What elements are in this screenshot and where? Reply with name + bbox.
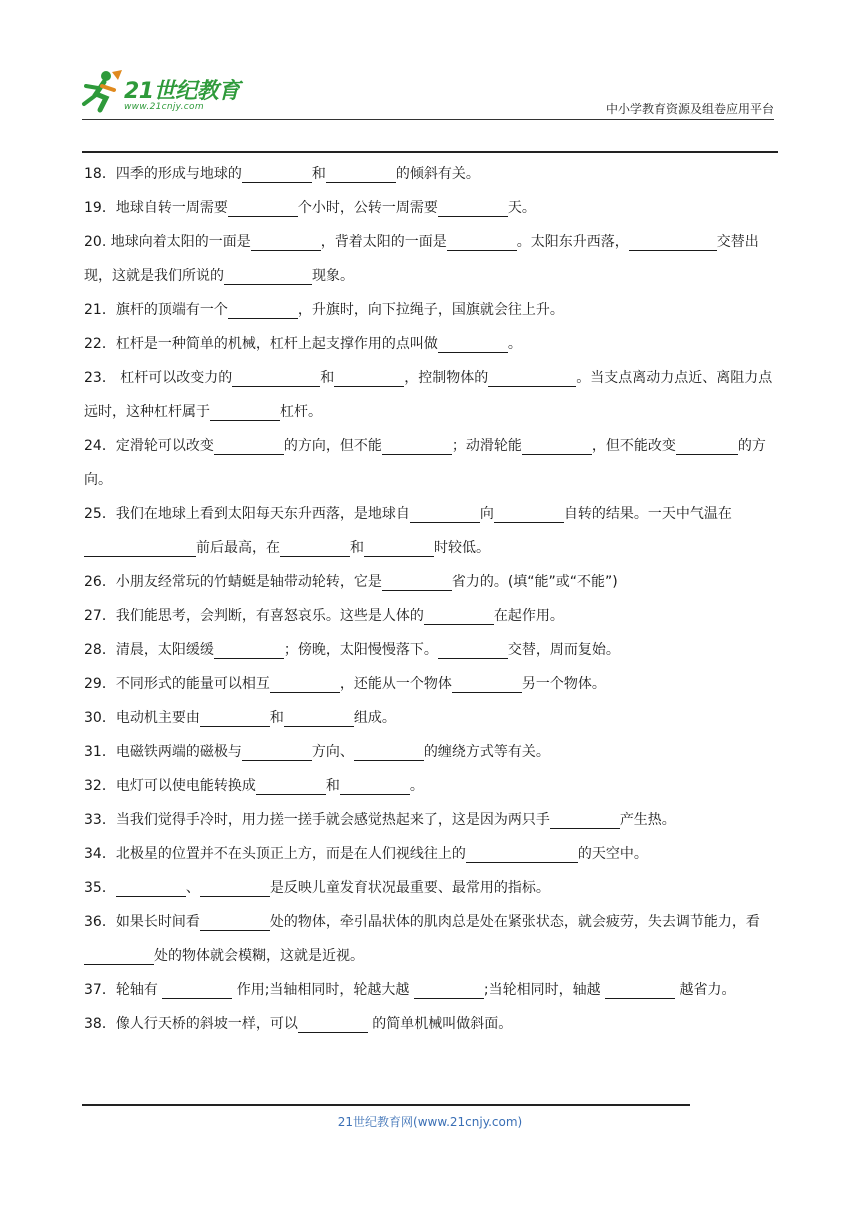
answer-blank[interactable]: [447, 232, 517, 251]
answer-blank[interactable]: [676, 436, 738, 455]
answer-blank[interactable]: [494, 504, 564, 523]
answer-blank[interactable]: [214, 640, 284, 659]
question-text: ；傍晚，太阳慢慢落下。: [283, 642, 438, 658]
question-text: ，还能从一个物体: [339, 676, 452, 692]
question-text: 24．定滑轮可以改变: [84, 438, 214, 454]
question-text: 。: [507, 336, 522, 352]
answer-blank[interactable]: [162, 980, 232, 999]
question-item: [84, 701, 780, 735]
question-text: 32．电灯可以使电能转换成: [84, 778, 256, 794]
question-text: 前后最高，在: [196, 540, 280, 556]
question-text: 产生热。: [619, 812, 676, 828]
question-text: 的缠绕方式等有关。: [423, 744, 550, 760]
question-text: 是反映儿童发育状况最重要、最常用的指标。: [269, 880, 550, 896]
question-text: 的方向。: [84, 438, 766, 488]
answer-blank[interactable]: [251, 232, 321, 251]
question-text: 的方向，但不能: [283, 438, 382, 454]
question-text: 和: [269, 710, 284, 726]
answer-blank[interactable]: [270, 674, 340, 693]
question-text: 的简单机械叫做斜面。: [367, 1016, 513, 1032]
question-text: ，控制物体的: [404, 370, 489, 386]
question-item: [84, 497, 780, 565]
answer-blank[interactable]: [382, 572, 452, 591]
question-item: [84, 225, 780, 293]
answer-blank[interactable]: [200, 878, 270, 897]
question-text: 34．北极星的位置并不在头顶正上方，而是在人们视线往上的: [84, 846, 466, 862]
question-item: [84, 361, 780, 429]
question-text: ，升旗时，向下拉绳子，国旗就会往上升。: [297, 302, 564, 318]
question-item: [84, 633, 780, 667]
question-text: ;当轮相同时，轴越: [483, 982, 606, 998]
question-text: 28．清晨，太阳缓缓: [84, 642, 214, 658]
question-item: [84, 565, 780, 599]
question-list: [84, 157, 780, 1041]
answer-blank[interactable]: [629, 232, 717, 251]
logo: [78, 68, 258, 118]
answer-blank[interactable]: [232, 368, 320, 387]
question-text: 的天空中。: [577, 846, 648, 862]
answer-blank[interactable]: [280, 538, 350, 557]
answer-blank[interactable]: [466, 844, 578, 863]
question-item: [84, 293, 780, 327]
question-text: 。: [409, 778, 424, 794]
question-text: 作用;当轴相同时，轮越大越: [232, 982, 414, 998]
question-item: [84, 735, 780, 769]
question-item: [84, 599, 780, 633]
question-text: 在起作用。: [493, 608, 564, 624]
question-text: 。当支点离动力点近、离阻力点远时，这种杠杆属于: [84, 370, 773, 420]
answer-blank[interactable]: [354, 742, 424, 761]
question-text: 、: [185, 880, 200, 896]
question-text: 36．如果长时间看: [84, 914, 200, 930]
answer-blank[interactable]: [410, 504, 480, 523]
answer-blank[interactable]: [550, 810, 620, 829]
answer-blank[interactable]: [228, 198, 298, 217]
question-text: 27．我们能思考，会判断，有喜怒哀乐。这些是人体的: [84, 608, 424, 624]
answer-blank[interactable]: [438, 334, 508, 353]
question-text: ，但不能改变: [591, 438, 676, 454]
question-text: 20. 地球向着太阳的一面是: [84, 234, 251, 250]
question-text: 时较低。: [434, 540, 490, 556]
question-item: [84, 191, 780, 225]
question-text: 22．杠杆是一种简单的机械，杠杆上起支撑作用的点叫做: [84, 336, 438, 352]
question-text: 向: [479, 506, 494, 522]
question-text: 天。: [507, 200, 536, 216]
question-text: 25．我们在地球上看到太阳每天东升西落，是地球自: [84, 506, 410, 522]
answer-blank[interactable]: [414, 980, 484, 999]
question-text: 37．轮轴有: [84, 982, 163, 998]
footer-divider: [82, 1104, 690, 1106]
answer-blank[interactable]: [438, 198, 508, 217]
answer-blank[interactable]: [228, 300, 298, 319]
question-item: [84, 429, 780, 497]
answer-blank[interactable]: [200, 912, 270, 931]
question-text: 方向、: [311, 744, 354, 760]
question-text: 18．四季的形成与地球的: [84, 166, 242, 182]
answer-blank[interactable]: [256, 776, 326, 795]
answer-blank[interactable]: [200, 708, 270, 727]
answer-blank[interactable]: [488, 368, 576, 387]
answer-blank[interactable]: [210, 402, 280, 421]
answer-blank[interactable]: [452, 674, 522, 693]
answer-blank[interactable]: [242, 164, 312, 183]
question-text: 30．电动机主要由: [84, 710, 200, 726]
question-text: 省力的。(填“能”或“不能”): [451, 574, 618, 590]
question-text: 19．地球自转一周需要: [84, 200, 228, 216]
question-text: 和: [320, 370, 335, 386]
header-divider-thin: [82, 119, 774, 120]
question-text: 29．不同形式的能量可以相互: [84, 676, 270, 692]
question-text: 23． 杠杆可以改变力的: [84, 370, 233, 386]
question-text: 38．像人行天桥的斜坡一样，可以: [84, 1016, 298, 1032]
question-item: [84, 871, 780, 905]
question-text: 处的物体，牵引晶状体的肌肉总是处在紧张状态，就会疲劳，失去调节能力，看: [269, 914, 760, 930]
question-text: 越省力。: [675, 982, 736, 998]
answer-blank[interactable]: [242, 742, 312, 761]
footer-text: 21世纪教育网(www.21cnjy.com): [337, 1115, 523, 1129]
question-text: 另一个物体。: [521, 676, 606, 692]
question-text: 26．小朋友经常玩的竹蜻蜓是轴带动轮转，它是: [84, 574, 382, 590]
question-text: 杠杆。: [280, 404, 322, 420]
question-item: [84, 667, 780, 701]
question-text: 组成。: [353, 710, 396, 726]
question-text: 交替出现，这就是我们所说的: [84, 234, 759, 284]
answer-blank[interactable]: [364, 538, 434, 557]
question-text: 的倾斜有关。: [395, 166, 480, 182]
question-text: ，背着太阳的一面是: [320, 234, 447, 250]
answer-blank[interactable]: [84, 538, 196, 557]
answer-blank[interactable]: [84, 946, 154, 965]
answer-blank[interactable]: [214, 436, 284, 455]
question-text: 和: [350, 540, 364, 556]
question-text: 和: [325, 778, 340, 794]
question-text: 现象。: [312, 268, 354, 284]
answer-blank[interactable]: [298, 1014, 368, 1033]
answer-blank[interactable]: [326, 164, 396, 183]
question-text: 自转的结果。一天中气温在: [563, 506, 732, 522]
answer-blank[interactable]: [424, 606, 494, 625]
logo-text: 21世纪教育: [124, 79, 240, 104]
logo-url: www.21cnjy.com: [124, 102, 204, 112]
question-text: 31．电磁铁两端的磁极与: [84, 744, 242, 760]
question-text: 。太阳东升西落，: [516, 234, 629, 250]
answer-blank[interactable]: [605, 980, 675, 999]
question-text: 35．: [84, 880, 116, 896]
question-text: 和: [311, 166, 326, 182]
answer-blank[interactable]: [224, 266, 312, 285]
question-text: 21．旗杆的顶端有一个: [84, 302, 228, 318]
question-text: 交替，周而复始。: [507, 642, 620, 658]
answer-blank[interactable]: [284, 708, 354, 727]
question-text: 个小时，公转一周需要: [297, 200, 438, 216]
question-item: [84, 905, 780, 973]
runner-logo-icon: [78, 68, 124, 114]
question-item: [84, 803, 780, 837]
question-item: [84, 769, 780, 803]
question-item: [84, 837, 780, 871]
question-text: 处的物体就会模糊，这就是近视。: [154, 948, 364, 964]
answer-blank[interactable]: [522, 436, 592, 455]
answer-blank[interactable]: [438, 640, 508, 659]
question-item: [84, 973, 780, 1007]
question-text: 33．当我们觉得手冷时，用力搓一搓手就会感觉热起来了，这是因为两只手: [84, 812, 550, 828]
answer-blank[interactable]: [334, 368, 404, 387]
answer-blank[interactable]: [382, 436, 452, 455]
answer-blank[interactable]: [116, 878, 186, 897]
header-divider-thick: [82, 151, 778, 153]
question-item: [84, 1007, 780, 1041]
question-item: [84, 157, 780, 191]
question-text: ；动滑轮能: [451, 438, 522, 454]
platform-label: 中小学教育资源及组卷应用平台: [605, 102, 774, 116]
question-item: [84, 327, 780, 361]
answer-blank[interactable]: [340, 776, 410, 795]
page-header: [0, 0, 860, 160]
